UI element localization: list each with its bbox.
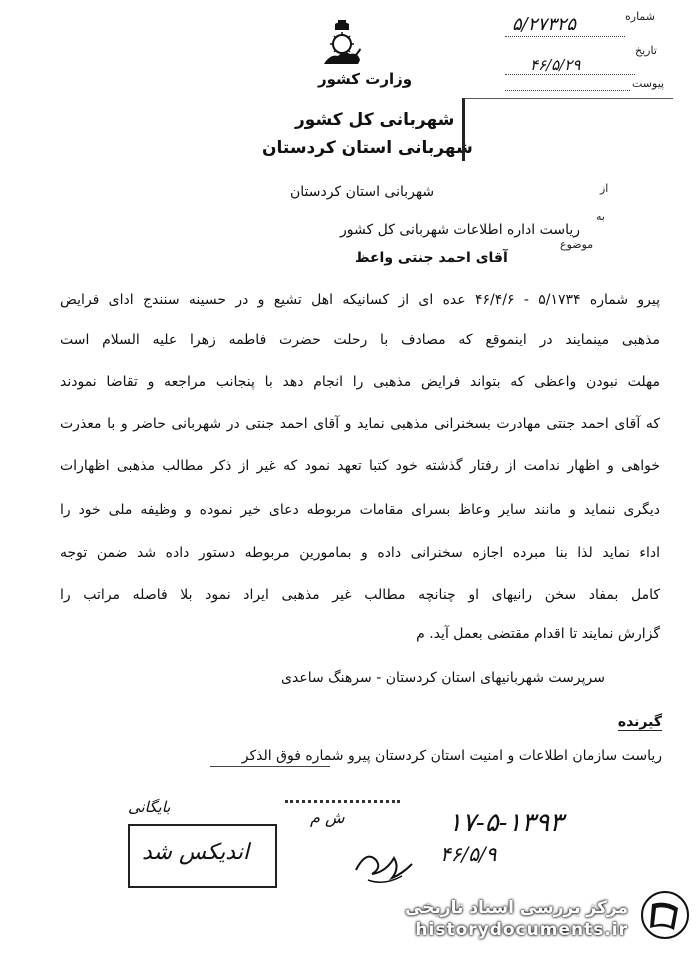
stamp-box xyxy=(462,98,673,161)
body-line-4: که آقای احمد جنتی مهادرت بسخنرانی مذهبی نماید و آقای احمد جنتی در شهربانی حاضر و با معذرت xyxy=(60,416,660,432)
body-line-8: کامل بمفاد سخن رانیهای او چنانچه مطالب غیر مذهبی ایراد نمود بلا فاصله مراتب را xyxy=(60,587,660,603)
number-value: ۵/۲۷۳۲۵ xyxy=(512,14,577,35)
from-value: شهربانی استان کردستان xyxy=(290,184,435,200)
number-label: شماره xyxy=(625,10,656,23)
attachment-label: پیوست xyxy=(632,77,665,90)
ministry-title: وزارت کشور xyxy=(318,70,413,88)
body-line-2: مذهبی مینمایند در اینموقع که مصادف با رحلت حضرت فاطمه زهرا علیه السلام است xyxy=(60,332,660,348)
subject-label: موضوع xyxy=(560,238,594,251)
body-line-6: دیگری ننماید و مانند سایر وعاظ بسرای مقامات مربوطه دعای خیر نموده و وظیفه ملی خود را xyxy=(60,502,660,518)
handwritten-note-left: بایگانی xyxy=(128,798,171,816)
date-label: تاریخ xyxy=(635,44,657,57)
to-value: ریاست اداره اطلاعات شهربانی کل کشور xyxy=(340,222,580,238)
watermark-url: historydocuments.ir xyxy=(415,920,628,940)
watermark-title: مرکز بررسی اسناد تاریخی xyxy=(405,898,628,918)
body-line-5: خواهی و اظهار ندامت از رفتار گذشته خود کتبا تعهد نمود که غیر از ذکر مطالب مذهبی اظهارات xyxy=(60,458,660,474)
handwritten-signature-icon xyxy=(348,830,418,890)
history-documents-logo-icon xyxy=(640,890,690,940)
body-line-9: گزارش نمایند تا اقدام مقتضی بعمل آید. م xyxy=(416,626,660,642)
org-title-2: شهربانی استان کردستان xyxy=(262,138,473,158)
body-line-1: پیرو شماره ۵/۱۷۳۴ - ۴۶/۴/۶ عده ای از کسانیکه اهل تشیع و در حسینه سنندج ادای فرایض xyxy=(60,292,660,308)
body-line-3: مهلت نبودن واعظی که بتواند فرایض مذهبی را انجام دهد با پنجانب مراجعه و تقاضا نمودند xyxy=(60,374,660,390)
handwritten-date: ۴۶/۵/۹ xyxy=(440,842,497,866)
signature-line: سرپرست شهربانیهای استان کردستان - سرهنگ ساعدی xyxy=(281,670,605,686)
from-label: از xyxy=(600,182,609,195)
index-stamp-box xyxy=(128,824,277,888)
to-label: به xyxy=(596,210,605,223)
handwritten-number: ۱۷-۵-۱۳۹۳ xyxy=(448,808,564,838)
recipients-value: ریاست سازمان اطلاعات و امنیت استان کردستان پیرو شماره فوق الذکر xyxy=(241,748,662,764)
lion-and-sun-emblem-icon xyxy=(320,18,364,68)
index-stamp-text: اندیکس شد xyxy=(142,840,250,865)
handwritten-note-mid: ش م xyxy=(310,808,345,827)
org-title-1: شهربانی کل کشور xyxy=(295,110,455,130)
body-line-7: اداء نماید لذا بنا مبرده اجازه سخنرانی داده و بمامورین مربوطه دستور داده شد ضمن توجه xyxy=(60,545,660,561)
subject-value: آقای احمد جنتی واعظ xyxy=(355,250,508,266)
recipients-label: گیرنده xyxy=(617,714,662,730)
date-value: ۴۶/۵/۲۹ xyxy=(530,56,581,74)
